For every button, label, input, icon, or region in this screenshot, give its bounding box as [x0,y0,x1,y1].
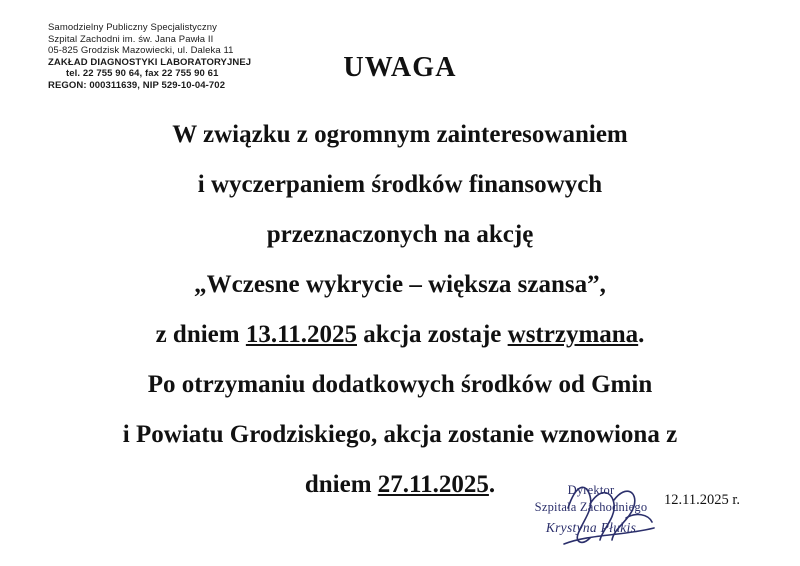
notice-line-2: i wyczerpaniem środków finansowych [197,171,603,198]
notice-body [0,52,800,510]
suspension-date: 13.11.2025 [245,321,357,348]
signature-name: Krystyna Płukis [545,520,637,535]
letterhead-line-2: Szpital Zachodni im. św. Jana Pawła II [48,33,214,45]
suspension-keyword: wstrzymana [507,321,639,348]
signature-role-line-1: Dyrektor [567,483,615,497]
notice-line-1: W związku z ogromnym zainteresowaniem [172,121,628,148]
letterhead-line-3: 05-825 Grodzisk Mazowiecki, ul. Daleka 11 [48,45,234,57]
letterhead-line-4: ZAKŁAD DIAGNOSTYKI LABORATORYJNEJ [48,56,252,68]
notice-line-5-prefix: z dniem [155,321,246,348]
notice-line-8-prefix: dniem [304,471,378,498]
document-date: 12.11.2025 r. [664,492,740,508]
letterhead-line-6: REGON: 000311639, NIP 529-10-04-702 [48,79,226,91]
notice-line-8-suffix: . [488,471,496,498]
signature-block [516,482,666,536]
notice-title: UWAGA [343,52,457,83]
notice-line-6: Po otrzymaniu dodatkowych środków od Gmin [147,371,653,398]
notice-line-7: i Powiatu Grodziskiego, akcja zostanie wznowiona z [122,421,678,448]
notice-line-5-suffix: . [638,321,645,348]
signature-role-line-2: Szpitala Zachodniego [534,500,648,514]
letterhead-line-1: Samodzielny Publiczny Specjalistyczny [48,22,217,33]
notice-line-5 [0,310,800,360]
notice-line-4: „Wczesne wykrycie – większa szansa”, [194,271,606,298]
letterhead-line-5: tel. 22 755 90 64, fax 22 755 90 61 [66,68,219,80]
resumption-date: 27.11.2025 [377,471,489,498]
notice-line-5-middle: akcja zostaje [356,321,508,348]
notice-line-3: przeznaczonych na akcję [266,221,534,248]
